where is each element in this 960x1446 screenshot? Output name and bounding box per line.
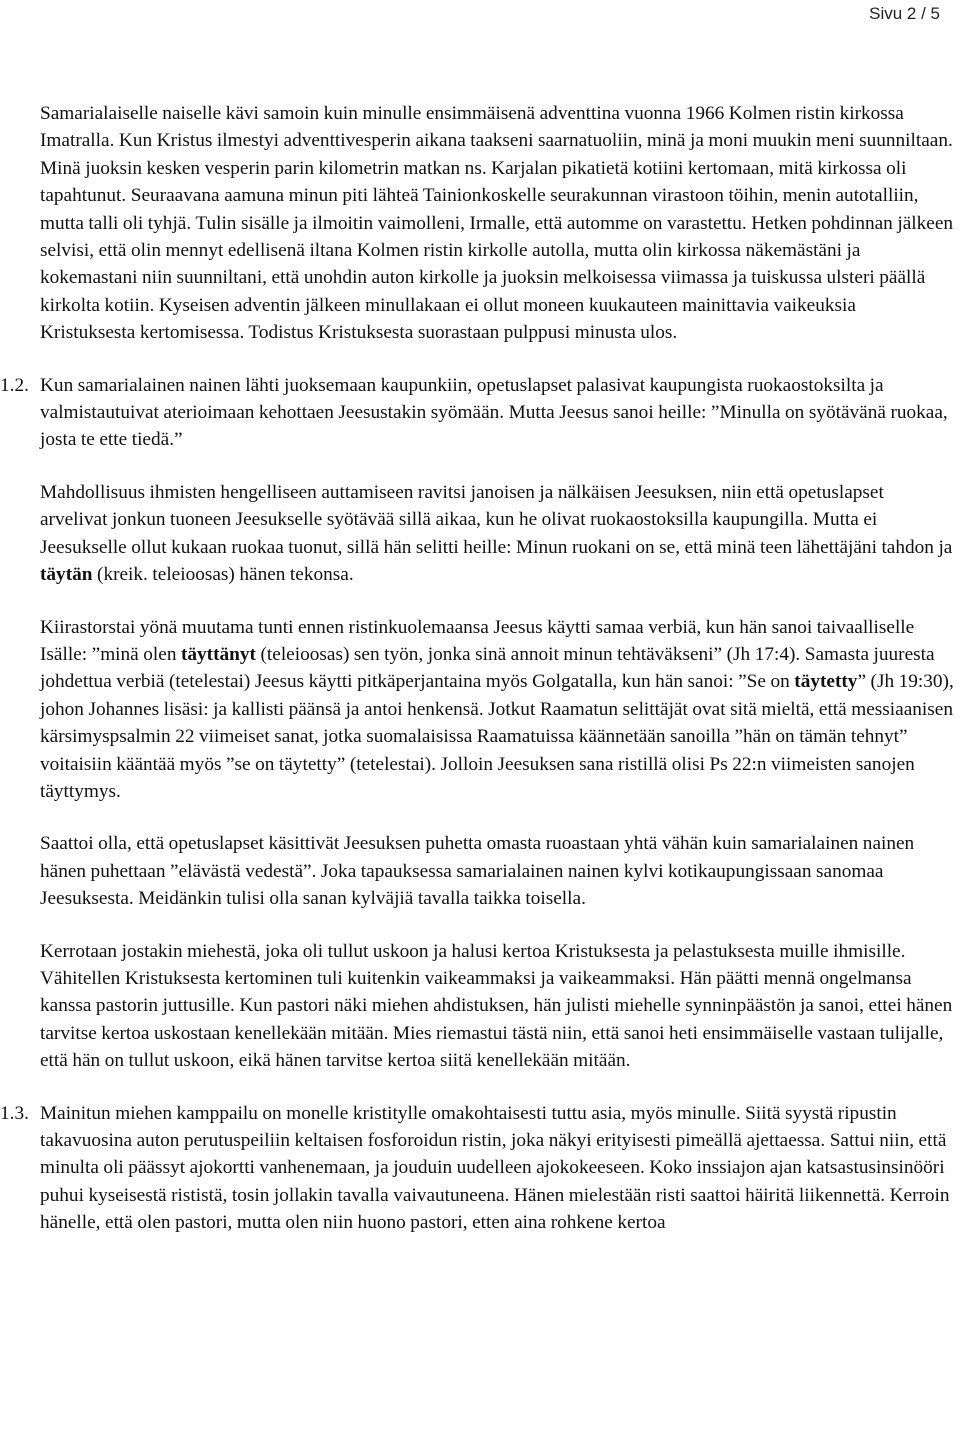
- paragraph-4-bold-b: täytetty: [794, 671, 858, 693]
- paragraph-7-text: Mainitun miehen kamppailu on monelle kristitylle omakohtaisesti tuttu asia, myös minulle. Siitä syystä ripustin takavuosina auton perutuspeiliin keltaisen fosforoidun ristin, joka näkyi erityisesti pimeällä ajettaessa. Sattui niin, että minulta oli päässyt ajokortti vanhenemaan, ja jouduin uudelleen ajokokeeseen. Koko inssiajon ajan katsastusinsinööri puhui kyseisestä rististä, tosin jollakin tavalla vaivautuneena. Hänen mielestään risti saattoi häiritä liikennettä. Kerroin hänelle, että olen pastori, mutta olen niin huono pastori, etten aina rohkene kertoa: [40, 1102, 950, 1234]
- paragraph-3-text-a: Mahdollisuus ihmisten hengelliseen auttamiseen ravitsi janoisen ja nälkäisen Jeesuksen, niin että opetuslapset arvelivat jonkun tuoneen Jeesukselle syötävää sillä aikaa, kun he olivat ruokaostoksilla kaupungilla. Mutta ei Jeesukselle ollut kukaan ruokaa tuonut, sillä hän selitti heille: Minun ruokani on se, että minä teen lähettäjäni tahdon ja: [40, 481, 953, 558]
- paragraph-3-text-b: (kreik. teleioosas) hänen tekonsa.: [92, 564, 354, 586]
- paragraph-4: [40, 614, 955, 806]
- paragraph-4-bold-a: täyttänyt: [180, 643, 256, 665]
- paragraph-7: [0, 1100, 955, 1237]
- page-number-header: Sivu 2 / 5: [869, 4, 940, 23]
- section-number: 1.3.: [0, 1102, 29, 1124]
- paragraph-2: [0, 372, 955, 454]
- document-body: [0, 100, 960, 1262]
- paragraph-4-text-c: ” (Jh 19:30), johon Johannes lisäsi: ja kallisti päänsä ja antoi henkensä. Jotkut Raamatun selittäjät ovat sitä mieltä, että messiaanisen kärsimyspsalmin 22 viimeiset sanat, jotka suomalaisissa Raamatuissa käännetään sanoilla ”hän on tämän tehnyt” voitaisiin kääntää myös ”se on täytetty” (tetelestai). Jolloin Jeesuksen sana ristillä olisi Ps 22:n viimeisten sanojen täyttymys.: [40, 671, 954, 802]
- paragraph-2-text: Kun samarialainen nainen lähti juoksemaan kaupunkiin, opetuslapset palasivat kaupungista ruokaostoksilta ja valmistautuivat aterioimaan kehottaen Jeesustakin syömään. Mutta Jeesus sanoi heille: ”Minulla on syötävänä ruokaa, josta te ette tiedä.”: [40, 374, 948, 451]
- paragraph-3-bold: täytän: [40, 564, 93, 586]
- paragraph-4-text-a: Kiirastorstai yönä muutama tunti ennen ristinkuolemaansa Jeesus käytti samaa verbiä, kun hän sanoi taivaalliselle Isälle: ”minä olen: [40, 616, 915, 665]
- paragraph-6: Kerrotaan jostakin miehestä, joka oli tullut uskoon ja halusi kertoa Kristuksesta ja pelastuksesta muille ihmisille. Vähitellen Kristuksesta kertominen tuli kuitenkin vaikeammaksi ja vaikeammaksi. Hän päätti mennä ongelmansa kanssa pastorin juttusille. Kun pastori näki miehen ahdistuksen, hän julisti miehelle synninpäästön ja sanoi, ettei hänen tarvitse kertoa uskostaan kenellekään mitään. Mies riemastui tästä niin, että sanoi heti ensimmäiselle vastaan tulijalle, että hän on tullut uskoon, eikä hänen tarvitse kertoa siitä kenellekään mitään.: [40, 940, 953, 1072]
- paragraph-4-text-b: (teleioosas) sen työn, jonka sinä annoit minun tehtäväkseni” (Jh 17:4). Samasta juuresta johdettua verbiä (tetelestai) Jeesus käytti pitkäperjantaina myös Golgatalla, kun hän sanoi: ”Se on: [40, 643, 935, 693]
- section-number: 1.2.: [0, 374, 29, 396]
- paragraph-1: Samarialaiselle naiselle kävi samoin kuin minulle ensimmäisenä adventtina vuonna 1966 Kolmen ristin kirkossa Imatralla. Kun Kristus ilmestyi adventtivesperin aikana taakseni saarnatuoliin, minä ja moni muukin meni suunniltaan. Minä juoksin kesken vesperin parin kilometrin matkan ns. Karjalan pikatietä kotiini kertomaan, mitä kirkossa oli tapahtunut. Seuraavana aamuna minun piti lähteä Tainionkoskelle seurakunnan virastoon töihin, menin autotalliin, mutta talli oli tyhjä. Tulin sisälle ja ilmoitin vaimolleni, Irmalle, että automme on varastettu. Hetken pohdinnan jälkeen selvisi, että olin mennyt edellisenä iltana Kolmen ristin kirkolle autolla, mutta olin kirkossa näkemästäni ja kokemastani niin suunniltani, että unohdin auton kirkolle ja juoksin melkoisessa viimassa ja tuiskussa ulsteri päällä kirkolta kotiin. Kyseisen adventin jälkeen minullakaan ei ollut moneen kuukauteen mainittavia vaikeuksia Kristuksesta kertomisessa. Todistus Kristuksesta suorastaan pulppusi minusta ulos.: [40, 103, 954, 344]
- paragraph-3: [40, 479, 955, 589]
- paragraph-5: Saattoi olla, että opetuslapset käsittivät Jeesuksen puhetta omasta ruoastaan yhtä vähän kuin samarialainen nainen hänen puhettaan ”elävästä vedestä”. Joka tapauksessa samarialainen nainen kylvi kotikaupungissaan sanomaa Jeesuksesta. Meidänkin tulisi olla sanan kylväjiä tavalla taikka toisella.: [40, 833, 915, 910]
